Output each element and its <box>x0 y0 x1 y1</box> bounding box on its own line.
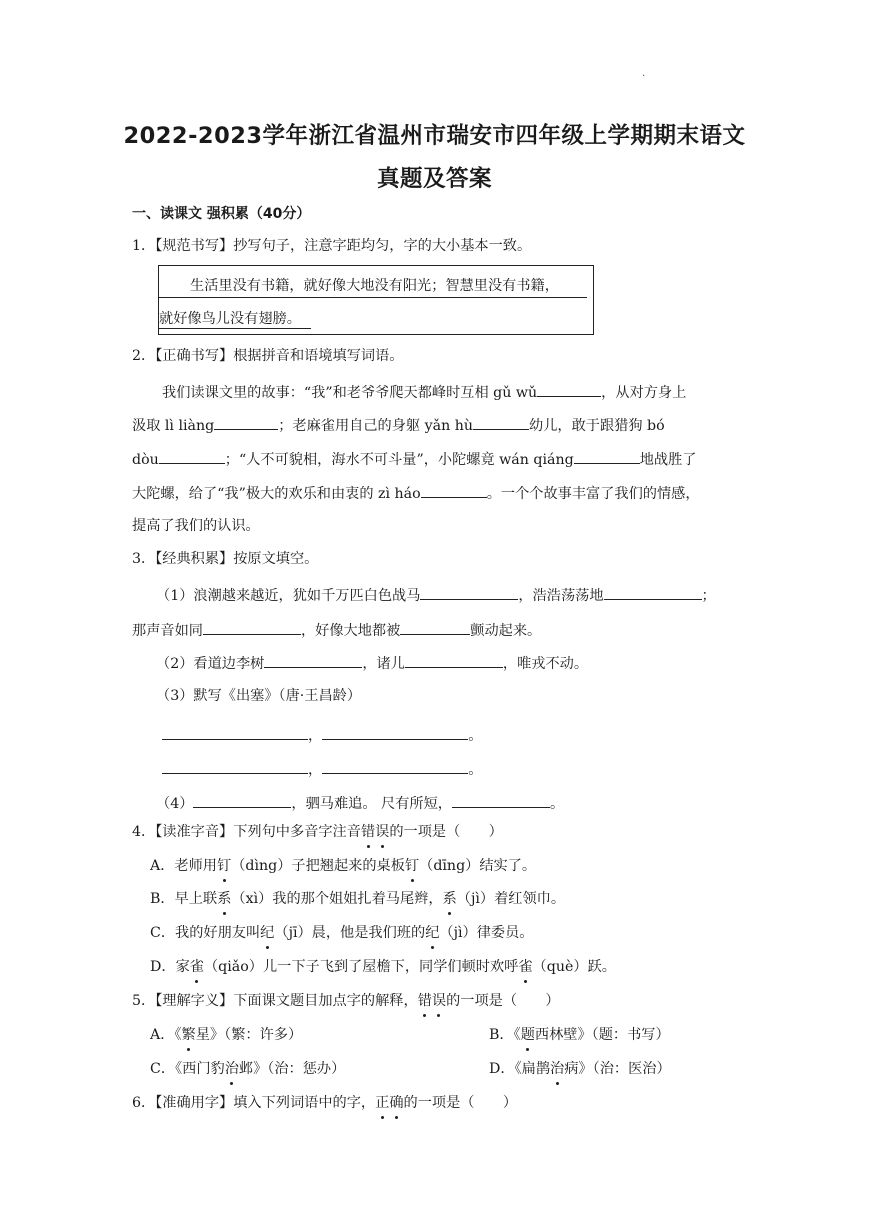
emphasis-char: 繁 <box>181 1027 196 1043</box>
blank-q3-5[interactable] <box>264 652 362 668</box>
q3-text: ，好像大地都被 <box>300 623 401 639</box>
q2-text: 汲取 lì liàng <box>132 418 215 434</box>
q6-text: 6．【准确用字】填入下列词语中的字， <box>132 1095 376 1111</box>
emphasis-char: 雀 <box>189 959 204 975</box>
emphasis-char: 雀 <box>518 959 533 975</box>
q2-line4 <box>132 482 700 504</box>
option-text: 西林壁》（题：书写） <box>534 1027 670 1043</box>
emphasis-char: 系 <box>217 891 232 907</box>
q3-text: ； <box>701 588 716 604</box>
q2-text: 地战胜了 <box>639 452 697 468</box>
blank-li-liang[interactable] <box>214 414 278 430</box>
q2-text: ，从对方身上 <box>601 385 687 401</box>
option-text: D．家 <box>150 959 190 975</box>
emphasis-char: 钉 <box>217 858 232 874</box>
q3-text: 颤动起来。 <box>470 623 542 639</box>
option-text: D．《扁鹊 <box>489 1061 551 1077</box>
option-text: C．我的好朋友叫 <box>150 925 261 941</box>
option-text: 邺》（治：惩办） <box>238 1061 346 1077</box>
page-title-line1: 2022-2023学年浙江省温州市瑞安市四年级上学期期末语文 <box>123 123 746 149</box>
blank-poem-1[interactable] <box>162 724 308 740</box>
copy-underline-2 <box>159 328 311 329</box>
q3-text: 那声音如同 <box>132 623 203 639</box>
q5-option-a[interactable] <box>150 1025 302 1045</box>
blank-q3-4[interactable] <box>400 619 470 635</box>
q3-item1-line2 <box>132 619 541 641</box>
option-text: （dìng）子把翘起来的桌板 <box>231 858 405 874</box>
q5-text: 5．【理解字义】下面课文题目加点字的解释， <box>132 993 418 1009</box>
emphasis-char: 题 <box>520 1027 535 1043</box>
emphasis-char: 纪 <box>260 925 275 941</box>
q4-text: 4．【读准字音】下列句中多音字注音 <box>132 824 361 840</box>
q5-stem <box>132 991 560 1011</box>
emphasis-char: 错 <box>417 993 432 1009</box>
q2-line3 <box>132 448 696 470</box>
blank-q3-2[interactable] <box>604 584 702 600</box>
q2-text: 幼儿，敢于跟猎狗 bó <box>529 418 665 434</box>
section-heading: 一、读课文 强积累（40分） <box>132 206 311 222</box>
q3-stem: 3．【经典积累】按原文填空。 <box>132 551 319 567</box>
q2-line1 <box>162 381 686 403</box>
q2-text: ；“人不可貌相，海水不可斗量”，小陀螺竟 wán qiáng <box>224 452 574 468</box>
q2-stem: 2．【正确书写】根据拼音和语境填写词语。 <box>132 348 404 364</box>
option-text: A．《 <box>150 1027 182 1043</box>
blank-bo-dou[interactable] <box>159 448 225 464</box>
copy-sentence-line2: 就好像鸟儿没有翅膀。 <box>159 311 301 327</box>
option-text: （qiǎo）儿一下子飞到了屋檐下，同学们顿时欢呼 <box>203 959 519 975</box>
blank-q3-7[interactable] <box>193 792 291 808</box>
poem-comma: ， <box>308 762 323 778</box>
emphasis-char: 误 <box>375 824 390 840</box>
q3-text: （2）看道边李树 <box>156 656 265 672</box>
poem-line1 <box>162 724 482 746</box>
q6-text: 的一项是（ ） <box>403 1095 518 1111</box>
blank-yan-hu[interactable] <box>473 414 529 430</box>
copy-sentence-line1: 生活里没有书籍，就好像大地没有阳光；智慧里没有书籍， <box>190 278 559 294</box>
q4-option-b[interactable] <box>150 889 565 909</box>
emphasis-char: 系 <box>442 891 457 907</box>
q3-item1-line1 <box>156 584 716 606</box>
q2-line5: 提高了我们的认识。 <box>132 518 260 534</box>
copy-underline-1 <box>159 297 587 298</box>
q3-text: ，唯戎不动。 <box>502 656 589 672</box>
q4-stem <box>132 822 503 842</box>
emphasis-char: 误 <box>431 993 447 1009</box>
q2-text: dòu <box>132 452 159 468</box>
q3-text: ，诸儿 <box>362 656 405 672</box>
q5-option-c[interactable] <box>150 1059 345 1079</box>
q2-text: 。一个个故事丰富了我们的情感， <box>486 486 700 502</box>
option-text: B．《 <box>489 1027 521 1043</box>
blank-poem-3[interactable] <box>162 758 308 774</box>
q4-option-c[interactable] <box>150 923 533 943</box>
copy-sentence-box <box>158 265 594 335</box>
option-text: B．早上联 <box>150 891 218 907</box>
option-text: 星》（繁：许多） <box>195 1027 303 1043</box>
blank-q3-3[interactable] <box>203 619 301 635</box>
emphasis-char: 治 <box>224 1061 239 1077</box>
poem-period: 。 <box>468 728 483 744</box>
q3-text: ，驷马难追。 尺有所短， <box>291 796 452 812</box>
q3-text: ，浩浩荡荡地 <box>518 588 604 604</box>
q3-text: （4） <box>156 796 194 812</box>
q3-text: 。 <box>549 796 565 812</box>
header-dot: . <box>642 68 646 79</box>
emphasis-char: 错 <box>360 824 376 840</box>
option-text: （què）跃。 <box>532 959 616 975</box>
option-text: （jì）律委员。 <box>439 925 534 941</box>
emphasis-char: 正 <box>375 1095 390 1111</box>
blank-poem-2[interactable] <box>322 724 468 740</box>
q5-text: 的一项是（ ） <box>446 993 560 1009</box>
q4-text: 的一项是（ ） <box>389 824 503 840</box>
q5-option-b[interactable] <box>489 1025 670 1045</box>
blank-wan-qiang[interactable] <box>574 448 640 464</box>
q2-line2 <box>132 414 665 436</box>
q5-option-d[interactable] <box>489 1059 671 1079</box>
emphasis-char: 纪 <box>425 925 440 941</box>
option-text: （dīng）结实了。 <box>419 858 537 874</box>
blank-poem-4[interactable] <box>322 758 468 774</box>
page-title-line2: 真题及答案 <box>376 166 492 192</box>
poem-comma: ， <box>308 728 323 744</box>
option-text: A．老师用 <box>150 858 217 874</box>
q1-stem: 1．【规范书写】抄写句子，注意字距均匀，字的大小基本一致。 <box>132 238 532 254</box>
option-text: （jī）晨，他是我们班的 <box>274 925 426 941</box>
q4-option-d[interactable] <box>150 957 616 977</box>
option-text: （xì）我的那个姐姐扎着马尾辫， <box>231 891 443 907</box>
poem-line2 <box>162 758 482 780</box>
q3-text: （1）浪潮越来越近，犹如千万匹白色战马 <box>156 588 421 604</box>
poem-period: 。 <box>468 762 483 778</box>
q6-stem <box>132 1093 517 1113</box>
emphasis-char: 治 <box>550 1061 565 1077</box>
option-text: （jì）着红领巾。 <box>456 891 566 907</box>
q2-text: 我们读课文里的故事：“我”和老爷爷爬天都峰时互相 gǔ wǔ <box>162 385 538 401</box>
emphasis-char: 钉 <box>404 858 420 874</box>
blank-zi-hao[interactable] <box>421 482 487 498</box>
q4-option-a[interactable] <box>150 856 536 876</box>
option-text: C．《西门豹 <box>150 1061 225 1077</box>
q3-item4 <box>156 792 564 814</box>
blank-q3-6[interactable] <box>405 652 503 668</box>
emphasis-char: 确 <box>389 1095 404 1111</box>
q3-item2 <box>156 652 588 674</box>
blank-q3-1[interactable] <box>420 584 518 600</box>
q2-text: 大陀螺，给了“我”极大的欢乐和由衷的 zì háo <box>132 486 421 502</box>
q2-text: ；老麻雀用自己的身躯 yǎn hù <box>278 418 474 434</box>
blank-q3-8[interactable] <box>452 792 550 808</box>
option-text: 病》（治：医治） <box>564 1061 671 1077</box>
blank-gu-wu[interactable] <box>537 381 601 397</box>
q3-item3: （3）默写《出塞》（唐·王昌龄） <box>156 688 362 704</box>
